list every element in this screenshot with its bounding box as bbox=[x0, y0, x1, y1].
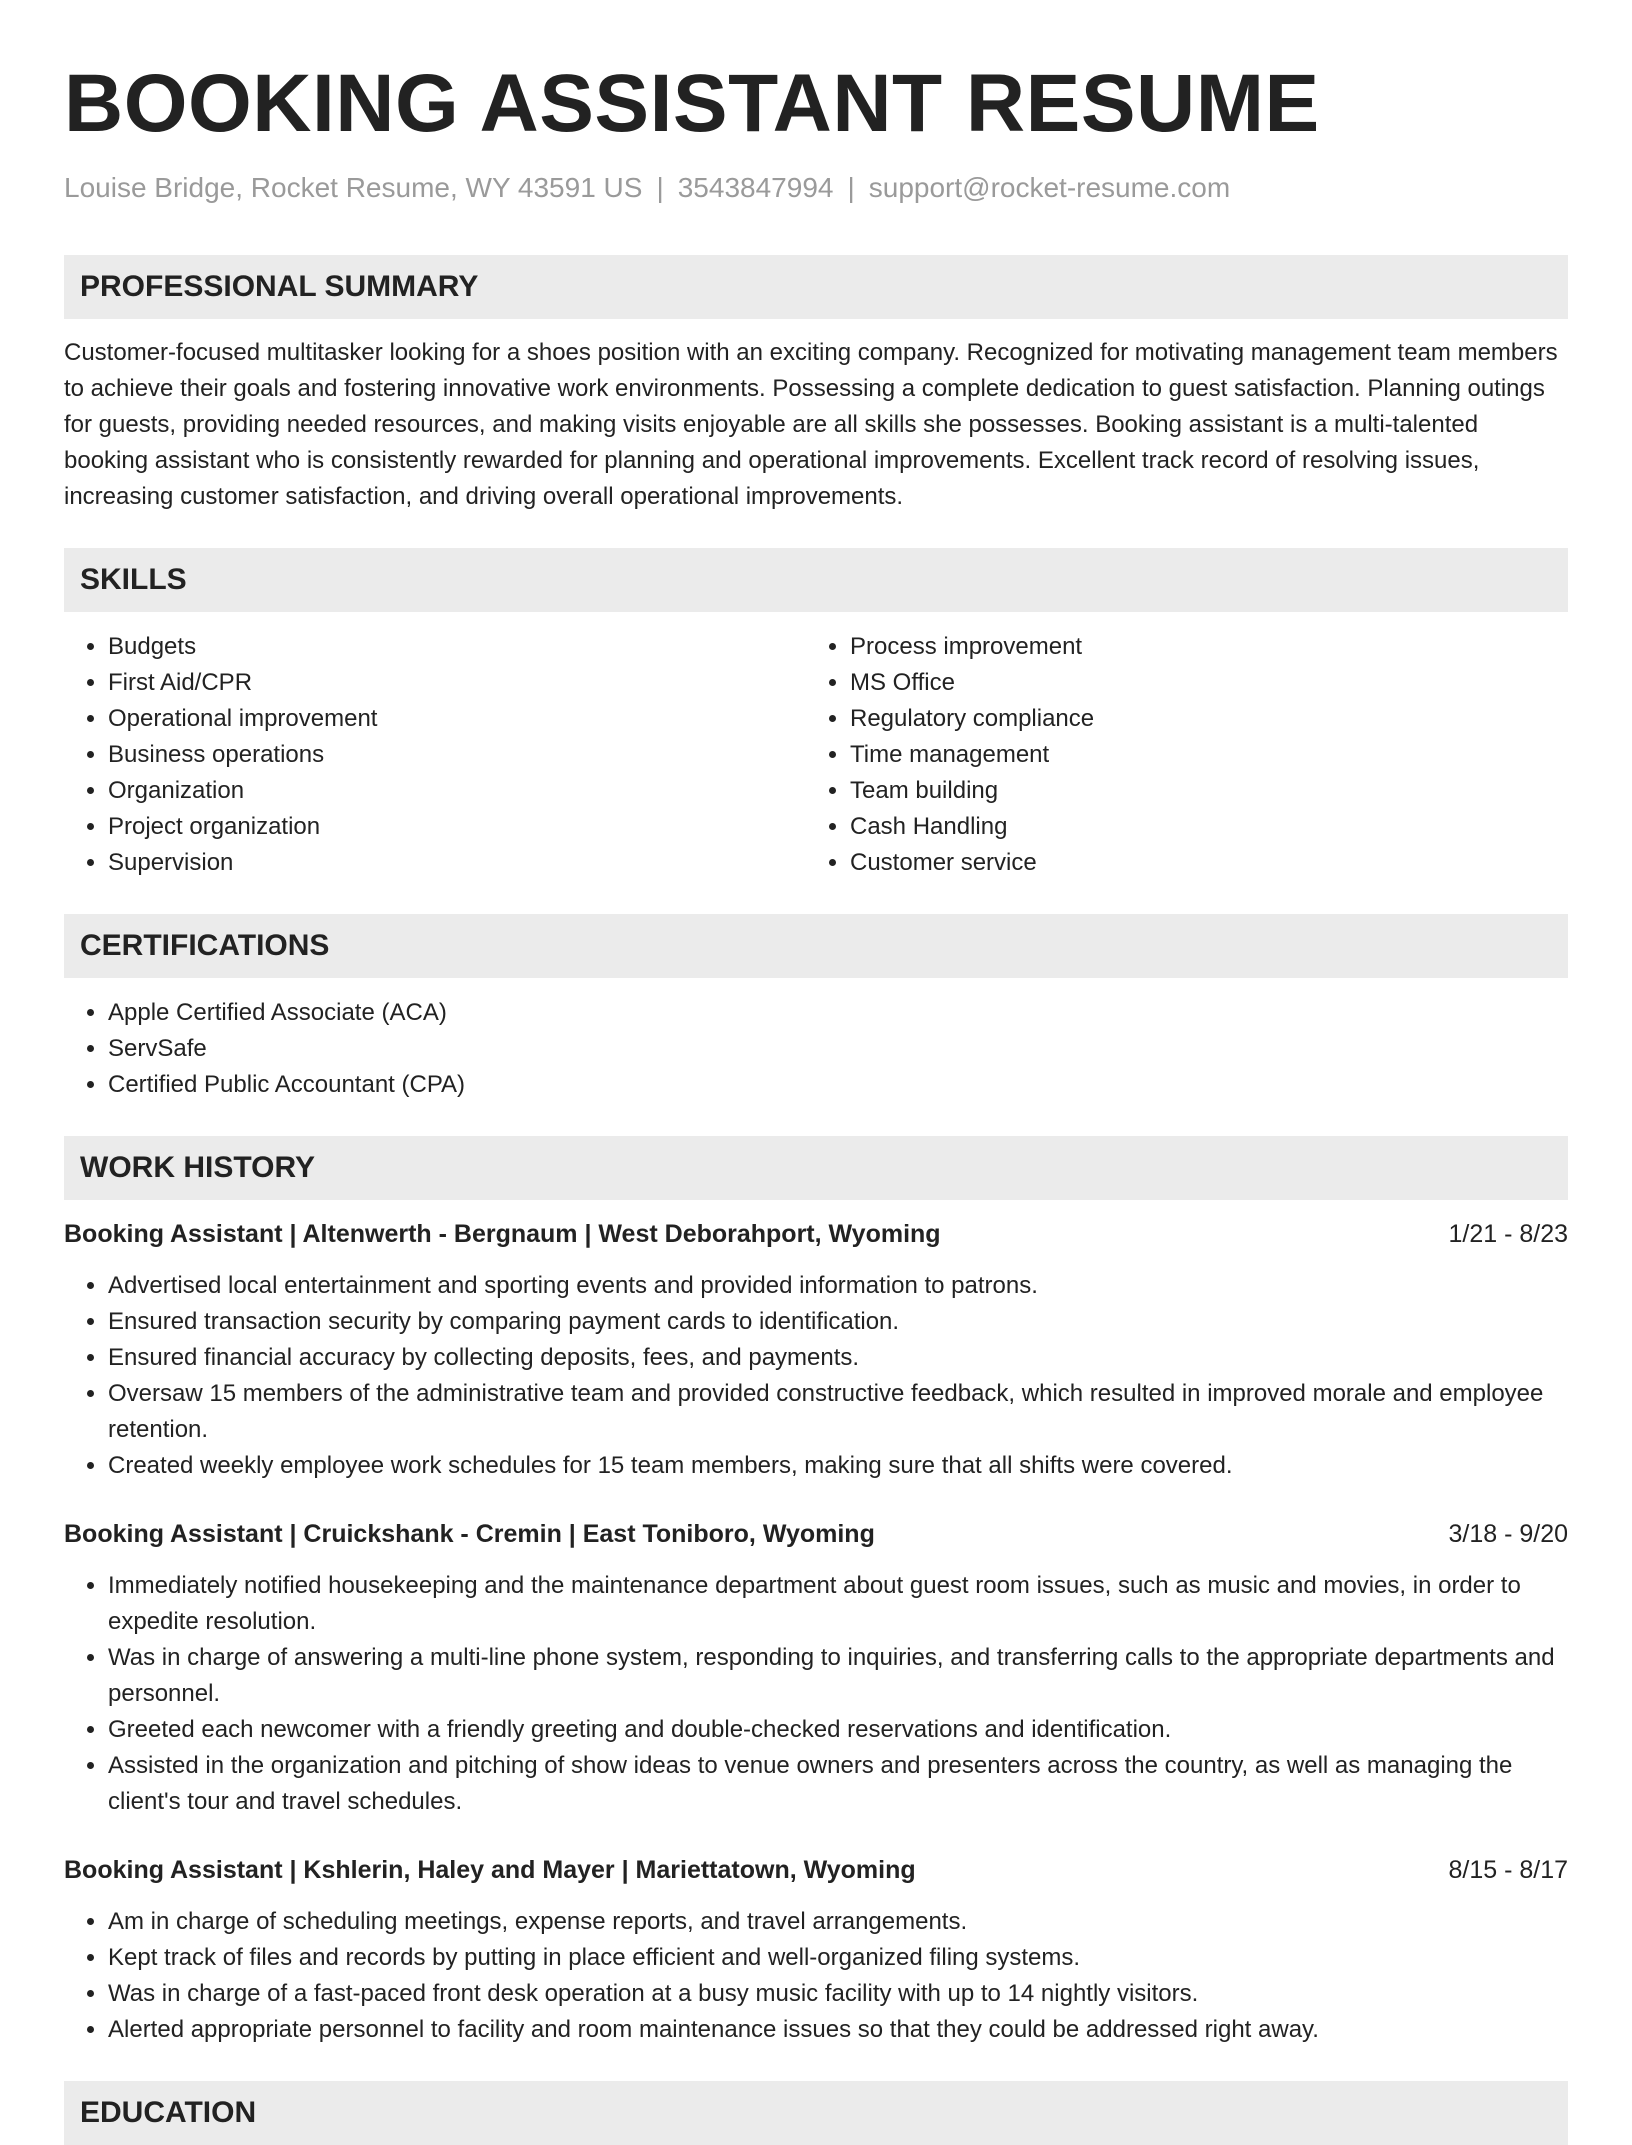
job-entry bbox=[64, 1216, 1568, 1484]
job-bullet: • Assisted in the organization and pitching of show ideas to venue owners and presenters across the country, as well as managing the client's tour and travel schedules. bbox=[108, 1748, 1568, 1820]
certification-item: • ServSafe bbox=[108, 1031, 1568, 1067]
job-title: Booking Assistant | Altenwerth - Bergnaum | West Deborahport, Wyoming bbox=[64, 1220, 941, 1248]
job-bullets bbox=[64, 1268, 1568, 1484]
job-dates: 1/21 - 8/23 bbox=[1448, 1220, 1568, 1248]
job-bullets bbox=[64, 1904, 1568, 2048]
contact-line bbox=[64, 171, 1568, 205]
skill-item: • First Aid/CPR bbox=[108, 665, 806, 701]
certifications-list bbox=[64, 995, 1568, 1103]
section-header-certifications: CERTIFICATIONS bbox=[64, 914, 1568, 978]
job-header bbox=[64, 1516, 1568, 1552]
job-bullet: • Created weekly employee work schedules for 15 team members, making sure that all shifts were covered. bbox=[108, 1448, 1568, 1484]
certification-item: • Apple Certified Associate (ACA) bbox=[108, 995, 1568, 1031]
skill-item: • Regulatory compliance bbox=[850, 701, 1548, 737]
contact-email[interactable]: support@rocket-resume.com bbox=[868, 172, 1231, 203]
contact-address: Louise Bridge, Rocket Resume, WY 43591 US bbox=[64, 172, 643, 203]
skill-item: • Team building bbox=[850, 773, 1548, 809]
job-dates: 3/18 - 9/20 bbox=[1448, 1520, 1568, 1548]
work-history-list bbox=[64, 1216, 1568, 2048]
summary-text: Customer-focused multitasker looking for a shoes position with an exciting company. Recognized for motivating management team members to achieve their goals and fostering innovative work environments. Possessing a complete dedication to guest satisfaction. Planning outings for guests, providing needed resources, and making visits enjoyable are all skills she possesses. Booking assistant is a multi-talented booking assistant who is consistently rewarded for planning and operational improvements. Excellent track record of resolving issues, increasing customer satisfaction, and driving overall operational improvements. bbox=[64, 339, 1558, 510]
skill-item: • MS Office bbox=[850, 665, 1548, 701]
skill-item: • Supervision bbox=[108, 845, 806, 881]
skill-item: • Customer service bbox=[850, 845, 1548, 881]
skills-column-right bbox=[806, 629, 1548, 881]
contact-separator: | bbox=[847, 172, 855, 203]
job-bullet: • Ensured transaction security by comparing payment cards to identification. bbox=[108, 1304, 1568, 1340]
job-entry bbox=[64, 1516, 1568, 1820]
job-bullet: • Ensured financial accuracy by collecting deposits, fees, and payments. bbox=[108, 1340, 1568, 1376]
section-header-skills: SKILLS bbox=[64, 548, 1568, 612]
job-bullet: • Advertised local entertainment and sporting events and provided information to patrons. bbox=[108, 1268, 1568, 1304]
skill-item: • Time management bbox=[850, 737, 1548, 773]
job-bullet: • Kept track of files and records by putting in place efficient and well-organized filing systems. bbox=[108, 1940, 1568, 1976]
job-bullet: • Immediately notified housekeeping and the maintenance department about guest room issues, such as music and movies, in order to expedite resolution. bbox=[108, 1568, 1568, 1640]
job-bullet: • Oversaw 15 members of the administrative team and provided constructive feedback, which resulted in improved morale and employee retention. bbox=[108, 1376, 1568, 1448]
section-header-work-history: WORK HISTORY bbox=[64, 1136, 1568, 1200]
resume-title: BOOKING ASSISTANT RESUME bbox=[64, 58, 1320, 149]
job-bullet: • Was in charge of answering a multi-line phone system, responding to inquiries, and transferring calls to the appropriate departments and personnel. bbox=[108, 1640, 1568, 1712]
job-title: Booking Assistant | Cruickshank - Cremin | East Toniboro, Wyoming bbox=[64, 1520, 875, 1548]
job-bullet: • Greeted each newcomer with a friendly greeting and double-checked reservations and identification. bbox=[108, 1712, 1568, 1748]
skills-column-left bbox=[64, 629, 806, 881]
contact-phone: 3543847994 bbox=[677, 172, 834, 203]
job-header bbox=[64, 1852, 1568, 1888]
skill-item: • Budgets bbox=[108, 629, 806, 665]
job-entry bbox=[64, 1852, 1568, 2048]
job-dates: 8/15 - 8/17 bbox=[1448, 1856, 1568, 1884]
section-header-education: EDUCATION bbox=[64, 2081, 1568, 2145]
section-header-summary: PROFESSIONAL SUMMARY bbox=[64, 255, 1568, 319]
skills-list bbox=[64, 629, 1568, 881]
job-bullet: • Was in charge of a fast-paced front desk operation at a busy music facility with up to 14 nightly visitors. bbox=[108, 1976, 1568, 2012]
job-title: Booking Assistant | Kshlerin, Haley and Mayer | Mariettatown, Wyoming bbox=[64, 1856, 916, 1884]
contact-separator: | bbox=[656, 172, 664, 203]
skill-item: • Project organization bbox=[108, 809, 806, 845]
job-header bbox=[64, 1216, 1568, 1252]
skill-item: • Operational improvement bbox=[108, 701, 806, 737]
job-bullet: • Am in charge of scheduling meetings, expense reports, and travel arrangements. bbox=[108, 1904, 1568, 1940]
skill-item: • Cash Handling bbox=[850, 809, 1548, 845]
skill-item: • Business operations bbox=[108, 737, 806, 773]
job-bullets bbox=[64, 1568, 1568, 1820]
skill-item: • Process improvement bbox=[850, 629, 1548, 665]
resume-page bbox=[64, 0, 1568, 2145]
certification-item: • Certified Public Accountant (CPA) bbox=[108, 1067, 1568, 1103]
job-bullet: • Alerted appropriate personnel to facility and room maintenance issues so that they could be addressed right away. bbox=[108, 2012, 1568, 2048]
skill-item: • Organization bbox=[108, 773, 806, 809]
